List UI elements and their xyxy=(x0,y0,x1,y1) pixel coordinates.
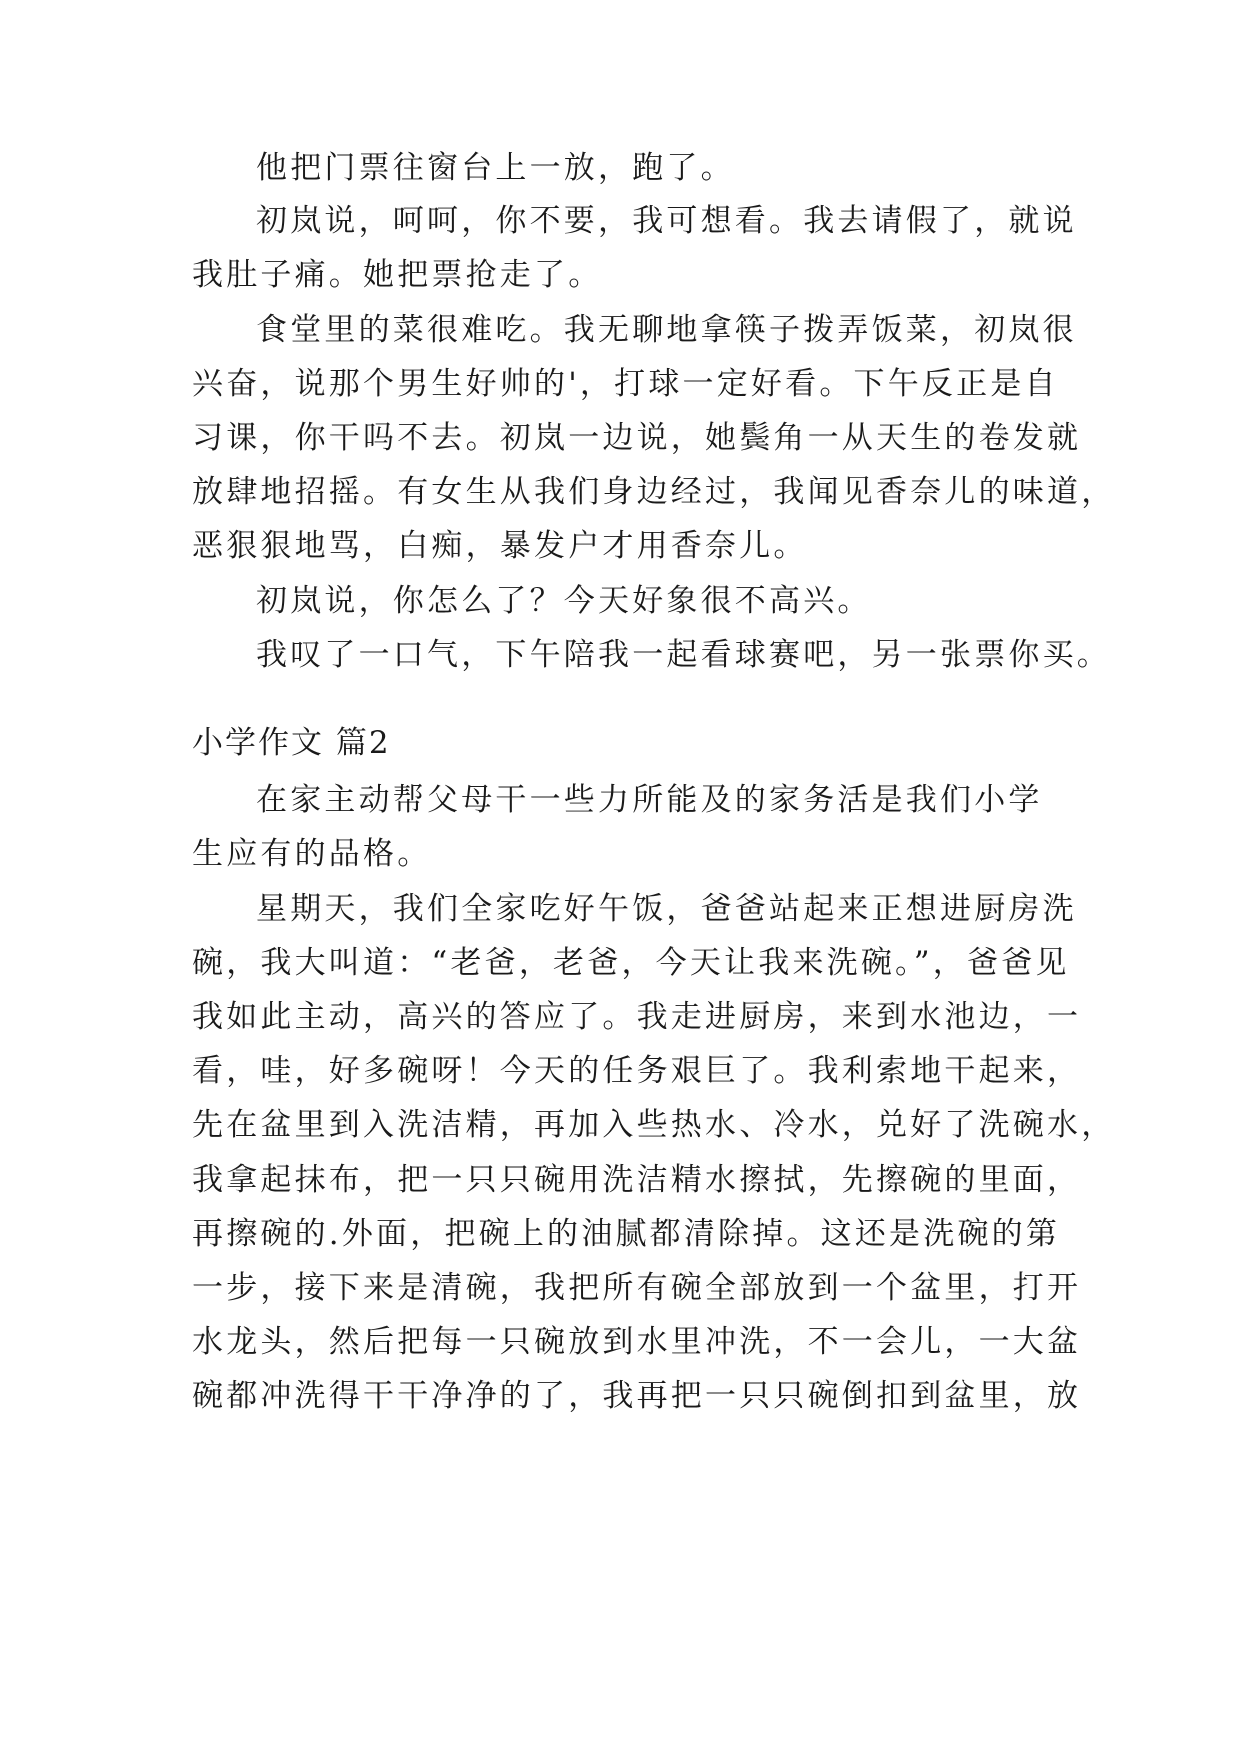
paragraph-line: 我如此主动，高兴的答应了。我走进厨房，来到水池边，一 xyxy=(192,999,1082,1035)
paragraph-line: 碗都冲洗得干干净净的了，我再把一只只碗倒扣到盆里，放 xyxy=(192,1378,1082,1414)
paragraph-line: 在家主动帮父母干一些力所能及的家务活是我们小学 xyxy=(256,782,1043,818)
paragraph-line: 水龙头，然后把每一只碗放到水里冲洗，不一会儿，一大盆 xyxy=(192,1324,1082,1360)
paragraph-line: 食堂里的菜很难吃。我无聊地拿筷子拨弄饭菜，初岚很 xyxy=(256,312,1077,348)
paragraph-line: 碗，我大叫道：“老爸，老爸，今天让我来洗碗。”，爸爸见 xyxy=(192,945,1070,981)
paragraph-line: 初岚说，呵呵，你不要，我可想看。我去请假了，就说 xyxy=(256,203,1077,239)
paragraph-line: 看，哇，好多碗呀！今天的任务艰巨了。我利索地干起来， xyxy=(192,1053,1082,1089)
paragraph-line: 一步，接下来是清碗，我把所有碗全部放到一个盆里，打开 xyxy=(192,1270,1082,1306)
paragraph-line: 我叹了一口气，下午陪我一起看球赛吧，另一张票你买。 xyxy=(256,637,1111,673)
paragraph-line: 星期天，我们全家吃好午饭，爸爸站起来正想进厨房洗 xyxy=(256,891,1077,927)
paragraph-line: 我肚子痛。她把票抢走了。 xyxy=(192,257,603,293)
paragraph-line: 我拿起抹布，把一只只碗用洗洁精水擦拭，先擦碗的里面， xyxy=(192,1162,1082,1198)
paragraph-line: 初岚说，你怎么了？今天好象很不高兴。 xyxy=(256,583,872,619)
paragraph-line: 放肆地招摇。有女生从我们身边经过，我闻见香奈儿的味道， xyxy=(192,474,1116,510)
paragraph-line: 生应有的品格。 xyxy=(192,836,432,872)
section-heading: 小学作文 篇2 xyxy=(192,725,391,761)
paragraph-line: 先在盆里到入洗洁精，再加入些热水、冷水，兑好了洗碗水， xyxy=(192,1107,1116,1143)
paragraph-line: 恶狠狠地骂，白痴，暴发户才用香奈儿。 xyxy=(192,528,808,564)
paragraph-line: 他把门票往窗台上一放，跑了。 xyxy=(256,150,735,186)
paragraph-line: 再擦碗的.外面，把碗上的油腻都清除掉。这还是洗碗的第 xyxy=(192,1216,1061,1252)
paragraph-line: 兴奋，说那个男生好帅的'，打球一定好看。下午反正是自 xyxy=(192,366,1059,402)
paragraph-line: 习课，你干吗不去。初岚一边说，她鬓角一从天生的卷发就 xyxy=(192,420,1082,456)
